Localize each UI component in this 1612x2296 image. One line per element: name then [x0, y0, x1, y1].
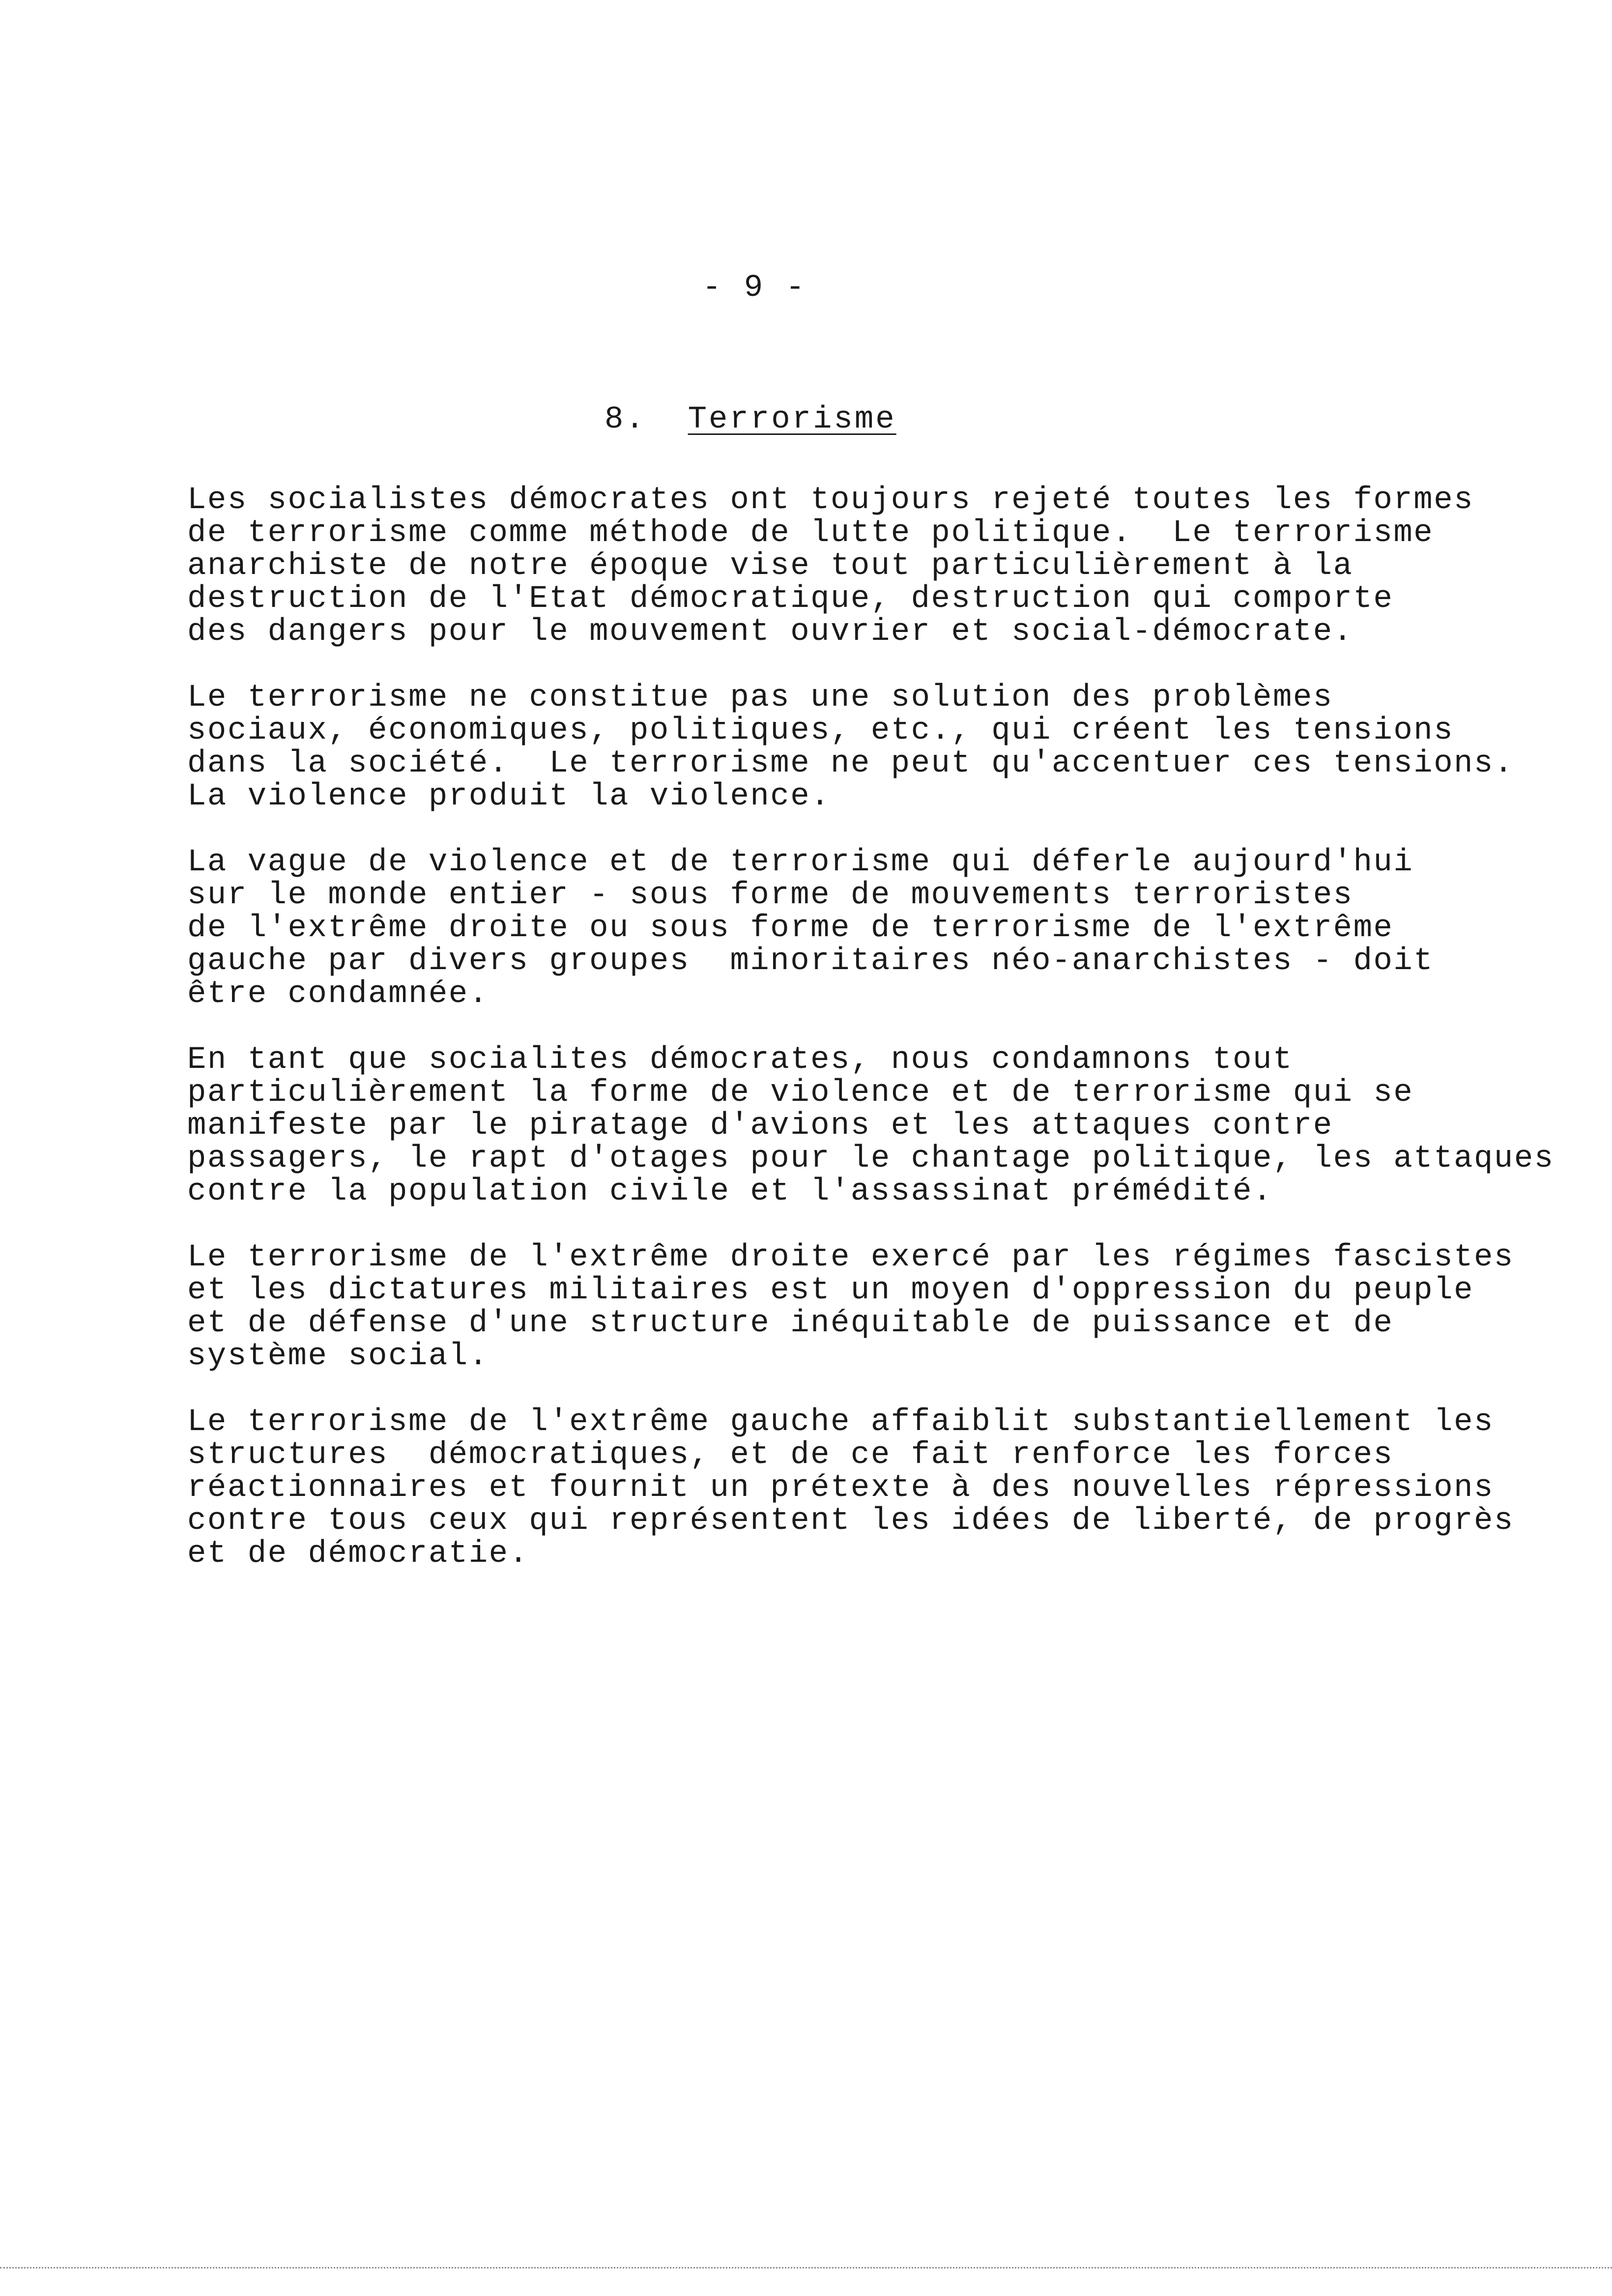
text-line: structures démocratiques, et de ce fait renforce les forces — [187, 1437, 1394, 1473]
text-line: système social. — [187, 1339, 489, 1374]
text-line: Le terrorisme de l'extrême droite exercé par les régimes fascistes — [187, 1240, 1514, 1275]
text-line: La vague de violence et de terrorisme qui déferle aujourd'hui — [187, 845, 1414, 880]
text-line: passagers, le rapt d'otages pour le chantage politique, les attaques — [187, 1141, 1554, 1177]
text-line: sociaux, économiques, politiques, etc., qui créent les tensions — [187, 713, 1454, 748]
text-line: et les dictatures militaires est un moyen d'oppression du peuple — [187, 1273, 1474, 1308]
page-bottom-edge — [0, 2267, 1612, 2268]
paragraph — [187, 1241, 1554, 1373]
section-heading — [604, 402, 896, 437]
text-line: gauche par divers groupes minoritaires néo-anarchistes - doit — [187, 944, 1434, 979]
text-line: anarchiste de notre époque vise tout particulièrement à la — [187, 548, 1353, 584]
text-line: Le terrorisme ne constitue pas une solution des problèmes — [187, 680, 1333, 716]
section-title: Terrorisme — [688, 402, 896, 437]
paragraph — [187, 1406, 1554, 1571]
document-body — [187, 484, 1554, 1604]
text-line: réactionnaires et fournit un prétexte à des nouvelles répressions — [187, 1470, 1494, 1506]
paragraph — [187, 846, 1554, 1011]
page-number — [0, 270, 1612, 306]
text-line: La violence produit la violence. — [187, 779, 831, 814]
paragraph — [187, 682, 1554, 813]
text-line: sur le monde entier - sous forme de mouvements terroristes — [187, 878, 1353, 913]
text-line: Le terrorisme de l'extrême gauche affaiblit substantiellement les — [187, 1405, 1494, 1440]
page-number-text: - 9 - — [702, 270, 807, 306]
text-line: destruction de l'Etat démocratique, destruction qui comporte — [187, 581, 1394, 617]
text-line: et de défense d'une structure inéquitable de puissance et de — [187, 1306, 1394, 1341]
text-line: Les socialistes démocrates ont toujours rejeté toutes les formes — [187, 483, 1474, 518]
text-line: En tant que socialites démocrates, nous condamnons tout — [187, 1042, 1293, 1078]
paragraph — [187, 1044, 1554, 1208]
text-line: être condamnée. — [187, 976, 489, 1012]
text-line: manifeste par le piratage d'avions et les attaques contre — [187, 1108, 1333, 1144]
section-number: 8. — [604, 402, 646, 437]
text-line: dans la société. Le terrorisme ne peut qu'accentuer ces tensions. — [187, 746, 1514, 781]
text-line: de terrorisme comme méthode de lutte politique. Le terrorisme — [187, 516, 1434, 551]
text-line: contre la population civile et l'assassinat prémédité. — [187, 1174, 1273, 1209]
text-line: particulièrement la forme de violence et de terrorisme qui se — [187, 1075, 1414, 1111]
paragraph — [187, 484, 1554, 649]
text-line: des dangers pour le mouvement ouvrier et social-démocrate. — [187, 614, 1353, 650]
text-line: contre tous ceux qui représentent les idées de liberté, de progrès — [187, 1503, 1514, 1539]
text-line: de l'extrême droite ou sous forme de terrorisme de l'extrême — [187, 911, 1394, 946]
text-line: et de démocratie. — [187, 1536, 529, 1572]
